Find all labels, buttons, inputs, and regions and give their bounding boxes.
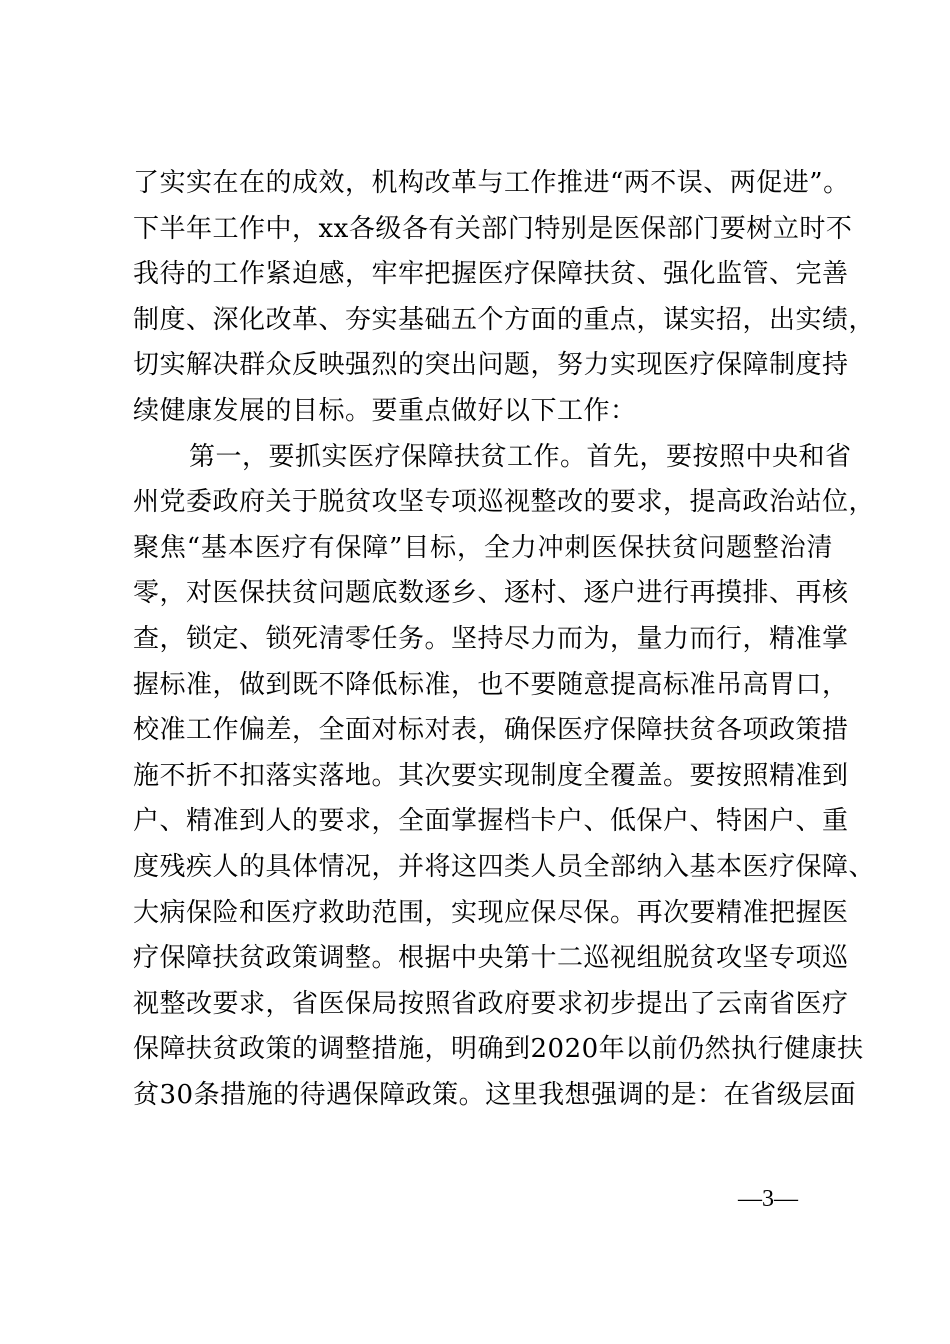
text-line: 第一，要抓实医疗保障扶贫工作。首先，要按照中央和省: [189, 441, 852, 472]
text-line: 续健康发展的目标。要重点做好以下工作：: [133, 395, 637, 426]
text-line: 度残疾人的具体情况，并将这四类人员全部纳入基本医疗保障、: [133, 851, 876, 882]
text-line: 查，锁定、锁死清零任务。坚持尽力而为，量力而行，精准掌: [133, 623, 849, 654]
text-line: 州党委政府关于脱贫攻坚专项巡视整改的要求，提高政治站位，: [133, 487, 876, 518]
text-line: 聚焦“基本医疗有保障”目标，全力冲刺医保扶贫问题整治清: [133, 532, 833, 563]
text-line: 保障扶贫政策的调整措施，明确到2020年以前仍然执行健康扶: [133, 1034, 864, 1065]
text-line: 施不折不扣落实落地。其次要实现制度全覆盖。要按照精准到: [133, 760, 849, 791]
text-line: 制度、深化改革、夯实基础五个方面的重点，谋实招，出实绩，: [133, 304, 876, 335]
text-line: 零，对医保扶贫问题底数逐乡、逐村、逐户进行再摸排、再核: [133, 578, 849, 609]
text-line: 视整改要求，省医保局按照省政府要求初步提出了云南省医疗: [133, 988, 849, 1019]
body-text: [133, 161, 876, 1118]
text-line: 贫30条措施的待遇保障政策。这里我想强调的是：在省级层面: [133, 1079, 857, 1110]
text-line: 切实解决群众反映强烈的突出问题，努力实现医疗保障制度持: [133, 350, 849, 381]
text-line: 疗保障扶贫政策调整。根据中央第十二巡视组脱贫攻坚专项巡: [133, 943, 849, 974]
text-line: 大病保险和医疗救助范围，实现应保尽保。再次要精准把握医: [133, 897, 849, 928]
text-line: 了实实在在的成效，机构改革与工作推进“两不误、两促进”。: [133, 168, 850, 198]
page-number: —3—: [738, 1186, 798, 1212]
text-line: 我待的工作紧迫感，牢牢把握医疗保障扶贫、强化监管、完善: [133, 259, 849, 290]
text-line: 校准工作偏差，全面对标对表，确保医疗保障扶贫各项政策措: [133, 715, 849, 746]
text-line: 握标准，做到既不降低标准，也不要随意提高标准吊高胃口，: [133, 669, 849, 700]
text-line: 下半年工作中，xx各级各有关部门特别是医保部门要树立时不: [133, 213, 853, 244]
text-line: 户、精准到人的要求，全面掌握档卡户、低保户、特困户、重: [133, 806, 849, 837]
